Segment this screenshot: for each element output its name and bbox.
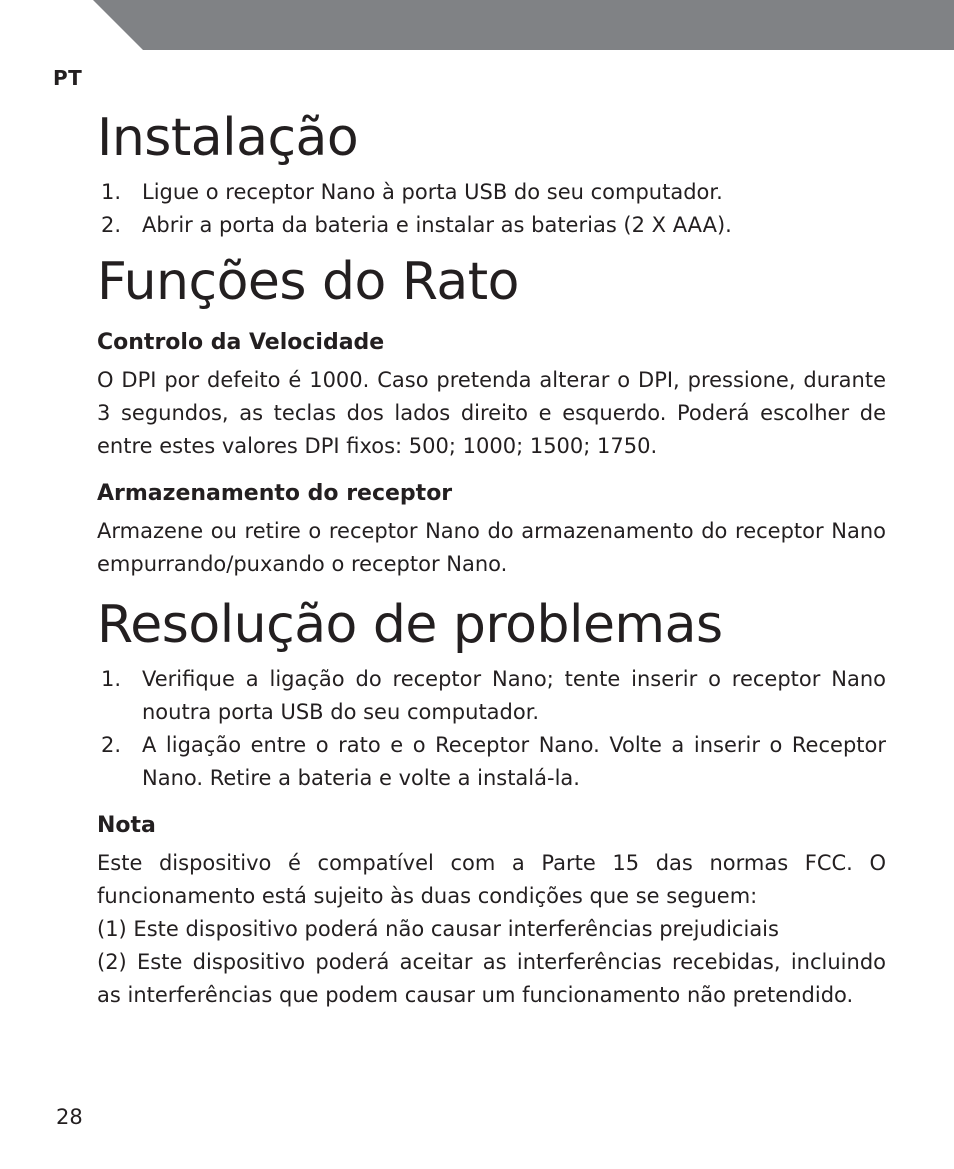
note-condition-2: (2) Este dispositivo poderá aceitar as interferências recebidas, incluindo as interferências que podem causar um funcionamento não pretendido. [97,950,886,1007]
troubleshooting-steps [97,663,886,795]
list-item [97,729,886,795]
list-item-text: Abrir a porta da bateria e instalar as baterias (2 X AAA). [142,213,732,237]
speed-heading: Controlo da Velocidade [97,330,385,355]
page-number: 28 [56,1105,83,1129]
speed-body: O DPI por defeito é 1000. Caso pretenda alterar o DPI, pressione, durante 3 segundos, as teclas dos lados direito e esquerdo. Poderá escolher de entre estes valores DPI fixos: 500; 1000; 1500; 1750. [97,368,886,458]
list-item-text: Verifique a ligação do receptor Nano; tente inserir o receptor Nano noutra porta USB do seu computador. [142,667,886,724]
page-content [97,108,886,1012]
list-item-text: Ligue o receptor Nano à porta USB do seu computador. [142,180,723,204]
installation-steps [97,176,886,242]
language-tag: PT [53,66,83,90]
note-condition-1: (1) Este dispositivo poderá não causar interferências prejudiciais [97,917,779,941]
note-body: Este dispositivo é compatível com a Parte 15 das normas FCC. O funcionamento está sujeito às duas condições que se seguem: [97,851,886,908]
header-band [0,0,954,50]
note-heading: Nota [97,813,156,838]
installation-title: Instalação [97,108,359,168]
header-band-shape [93,0,954,50]
list-item-number: 2. [101,733,122,757]
list-item [97,209,886,242]
list-item-number: 1. [101,180,122,204]
troubleshooting-title: Resolução de problemas [97,595,723,655]
list-item-number: 1. [101,667,122,691]
list-item-text: A ligação entre o rato e o Receptor Nano. Volte a inserir o Receptor Nano. Retire a bateria e volte a instalá-la. [142,733,886,790]
list-item-number: 2. [101,213,122,237]
functions-title: Funções do Rato [97,252,519,312]
storage-body: Armazene ou retire o receptor Nano do armazenamento do receptor Nano empurrando/puxando o receptor Nano. [97,519,886,576]
list-item [97,176,886,209]
storage-heading: Armazenamento do receptor [97,481,453,506]
list-item [97,663,886,729]
